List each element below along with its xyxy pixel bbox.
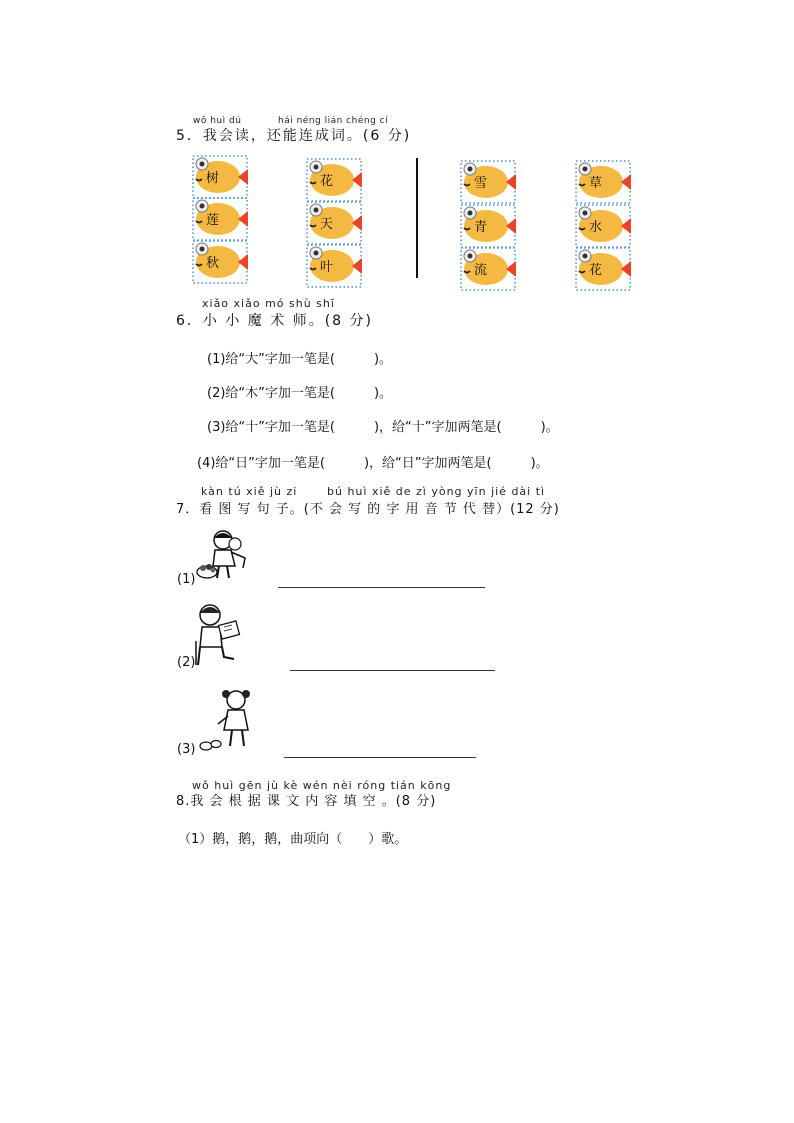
fish-icon — [192, 240, 250, 284]
fish-icon — [306, 244, 364, 288]
q7-pinyin-b: bú huì xiě de zì yòng yīn jié dài tì — [327, 485, 546, 498]
fish-icon — [575, 160, 633, 204]
fish-word-card[interactable] — [192, 197, 248, 239]
fish-icon — [575, 247, 633, 291]
fish-word-card[interactable] — [192, 155, 248, 197]
q6-item-1: (1)给“大”字加一笔是( )。 — [207, 352, 393, 367]
fish-word-card[interactable] — [306, 158, 362, 200]
fish-icon — [460, 247, 518, 291]
q7-label-3: (3) — [177, 742, 196, 757]
fish-card-character: 树 — [206, 171, 220, 186]
fish-card-character: 水 — [589, 220, 603, 235]
fish-card-character: 花 — [320, 174, 334, 189]
q7-pinyin-a: kàn tú xiě jù zi — [201, 485, 298, 498]
boy-reading-book-illustration — [194, 601, 246, 669]
q7-title: 7．看 图 写 句 子。(不 会 写 的 字 用 音 节 代 替）(12 分) — [176, 502, 560, 517]
q5-pinyin-a: wǒ huì dú — [193, 116, 242, 126]
q7-answer-line-3[interactable] — [284, 757, 476, 758]
fish-card-character: 秋 — [206, 256, 220, 271]
q6-pinyin: xiǎo xiǎo mó shù shī — [202, 297, 335, 310]
fish-card-character: 雪 — [474, 176, 488, 191]
q8-item-1: （1）鹅，鹅，鹅，曲项向（ ）歌。 — [178, 832, 408, 847]
fish-icon — [575, 204, 633, 248]
q6-item-2: (2)给“木”字加一笔是( )。 — [207, 386, 393, 401]
fish-word-card[interactable] — [575, 204, 631, 246]
fish-card-character: 叶 — [320, 260, 334, 275]
fish-card-character: 青 — [474, 220, 488, 235]
fish-word-card[interactable] — [306, 201, 362, 243]
q7-label-1: (1) — [177, 572, 196, 587]
fish-card-character: 草 — [589, 176, 603, 191]
q5-pinyin-b: hái néng lián chéng cí — [278, 116, 389, 126]
q8-pinyin: wǒ huì gēn jù kè wén nèi róng tián kōng — [192, 779, 452, 792]
q7-answer-line-2[interactable] — [290, 670, 495, 671]
fish-icon — [306, 158, 364, 202]
q7-label-2: (2) — [177, 655, 196, 670]
q5-title: 5．我会读，还能连成词。(6 分) — [176, 128, 412, 144]
fish-card-character: 流 — [474, 263, 488, 278]
fish-icon — [192, 155, 250, 199]
fish-icon — [460, 160, 518, 204]
fish-word-card[interactable] — [575, 160, 631, 202]
fish-card-character: 天 — [320, 217, 334, 232]
fish-word-card[interactable] — [306, 244, 362, 286]
fish-word-card[interactable] — [192, 240, 248, 282]
fish-icon — [306, 201, 364, 245]
girl-picking-flowers-illustration — [195, 528, 259, 584]
q6-item-3: (3)给“十”字加一笔是( )，给“十”字加两笔是( )。 — [207, 420, 559, 435]
fish-word-card[interactable] — [575, 247, 631, 289]
fish-icon — [192, 197, 250, 241]
column-divider — [416, 158, 418, 278]
girl-feeding-chicks-illustration — [196, 686, 266, 752]
fish-word-card[interactable] — [460, 247, 516, 289]
fish-word-card[interactable] — [460, 160, 516, 202]
fish-card-character: 莲 — [206, 213, 220, 228]
q6-item-4: (4)给“日”字加一笔是( )，给“日”字加两笔是( )。 — [197, 456, 549, 471]
fish-icon — [460, 204, 518, 248]
fish-card-character: 花 — [589, 263, 603, 278]
q7-answer-line-1[interactable] — [278, 587, 485, 588]
fish-word-card[interactable] — [460, 204, 516, 246]
q8-title: 8.我 会 根 据 课 文 内 容 填 空 。(8 分) — [176, 794, 437, 809]
q6-title: 6．小 小 魔 术 师。(8 分) — [176, 313, 373, 329]
